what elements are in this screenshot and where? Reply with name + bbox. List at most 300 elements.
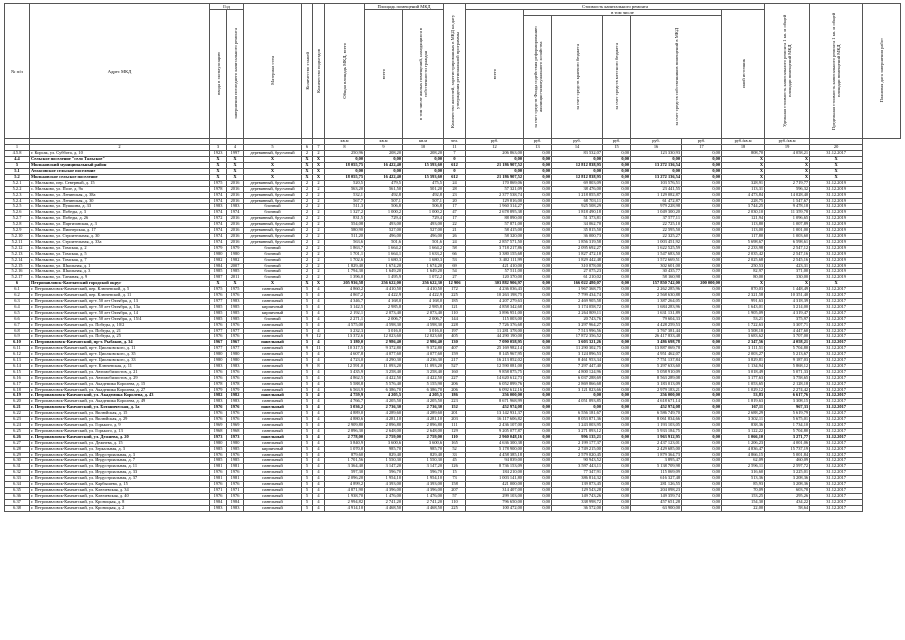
row-cost-total: 299 103,00	[466, 493, 524, 499]
row-entrances: 2	[313, 198, 325, 204]
row-cost-regional: 51 373,81	[552, 216, 603, 222]
row-cost-owners: 26 417 833,48	[631, 334, 682, 340]
row-cost-regional: 2 869 866,68	[552, 381, 603, 387]
row-number: 5.2.4	[5, 198, 30, 204]
row-wall-material: панельный	[244, 340, 302, 346]
row-floors: 2	[302, 210, 313, 216]
row-cost-fund: 0,00	[524, 381, 552, 387]
row-year-built: 1974	[210, 239, 227, 245]
row-year-built: 1978	[210, 186, 227, 192]
row-cost-owners: 2 568 630,88	[631, 293, 682, 299]
row-wall-material: панельный	[244, 346, 302, 352]
row-cost-total: 4 858 342,68	[466, 304, 524, 310]
row-max-cost: 1 448,49	[765, 287, 810, 293]
row-cost-total: 1 960 314,27	[466, 204, 524, 210]
row-year-repair: 2007	[227, 263, 244, 269]
row-cost-regional: 2 749 215,00	[552, 446, 603, 452]
row-area-total: 4 862,5	[325, 375, 365, 381]
row-area-living: 11 093,20	[403, 363, 444, 369]
row-max-cost: 1 734,10	[765, 423, 810, 429]
row-deadline: 31.12.2019	[810, 204, 863, 210]
row-residents: 47	[444, 210, 466, 216]
row-area-total: 511,20	[325, 234, 365, 240]
row-cost-regional: 4 800 124,96	[552, 369, 603, 375]
row-unit-cost: 1 053,65	[722, 381, 765, 387]
header-area-group: Площадь помещений МКД	[365, 4, 444, 10]
row-cost-local: 0,00	[603, 169, 631, 175]
row-number: 6.17	[5, 381, 30, 387]
row-area-living: 4 393,00	[403, 482, 444, 488]
row-cost-total: 14 620 612,73	[466, 375, 524, 381]
row-area-living: 729,4	[403, 216, 444, 222]
row-floors: X	[302, 169, 313, 175]
row-address: г. Петропавловск-Камчатский, ул. Индустриальная, д. 11	[30, 464, 210, 470]
row-cost-other: 0,00	[682, 381, 722, 387]
row-year-repair: 1985	[227, 304, 244, 310]
row-residents: 228	[444, 322, 466, 328]
row-address: с. Мильково, ул. Победы, д. 3	[30, 210, 210, 216]
row-year-repair: 1980	[227, 358, 244, 364]
row-entrances: 2	[313, 239, 325, 245]
row-unit-cost: 4 473,84	[722, 192, 765, 198]
row-max-cost: 2 128,18	[765, 381, 810, 387]
row-cost-fund: 0,00	[524, 399, 552, 405]
row-number: 6.35	[5, 487, 30, 493]
row-cost-owners: 157 850 742,00	[631, 281, 682, 287]
row-cost-fund: 0,00	[524, 464, 552, 470]
row-cost-fund: 0,00	[524, 452, 552, 458]
row-cost-owners: 4 618 671,14	[631, 399, 682, 405]
row-unit-cost: 154,30	[722, 499, 765, 505]
row-year-repair: 1971	[227, 487, 244, 493]
row-area-all: 4 393,00	[365, 482, 403, 488]
row-year-repair: 1985	[227, 458, 244, 464]
row-cost-total: 25 169 982,14	[466, 346, 524, 352]
row-cost-owners: 149 359,74	[631, 493, 682, 499]
row-deadline: X	[810, 169, 863, 175]
row-cost-other: 0,00	[682, 393, 722, 399]
row-max-cost: 3 307,71	[765, 322, 810, 328]
row-cost-other: 0,00	[682, 298, 722, 304]
row-residents: 58	[444, 245, 466, 251]
row-residents: 28	[444, 186, 466, 192]
row-address: г. Петропавловск-Камчатский, ул. Автомобилистов, д. 29	[30, 375, 210, 381]
row-cost-owners: 37 577,11	[631, 216, 682, 222]
row-cost-local: 0,00	[603, 352, 631, 358]
row-residents: 110	[444, 310, 466, 316]
row-address: с. Мильково, ул. Томская, д. 5	[30, 251, 210, 257]
row-area-total: 4 867,2	[325, 293, 365, 299]
row-floors: X	[302, 174, 313, 180]
row-year-built: 1976	[210, 470, 227, 476]
row-deadline: 31.12.2017	[810, 310, 863, 316]
row-number: 6.15	[5, 369, 30, 375]
row-wall-material: панельный	[244, 381, 302, 387]
row-cost-regional: 17 872 356,52	[552, 334, 603, 340]
row-floors: 5	[302, 487, 313, 493]
row-address: г. Петропавловск-Камчатский, пр-т. Ключевская, д. 11	[30, 363, 210, 369]
row-max-cost: 423,31	[765, 263, 810, 269]
row-area-all: 729,4	[365, 216, 403, 222]
row-floors: 2	[302, 263, 313, 269]
row-number: 6	[5, 281, 30, 287]
row-address: г. Петропавловск-Камчатский, пер. Ключевской, д. 11	[30, 293, 210, 299]
row-floors: 9	[302, 363, 313, 369]
row-wall-material: деревянный, брусчатый	[244, 151, 302, 157]
row-cost-regional: 34 062,70	[552, 222, 603, 228]
row-cost-owners: 123 330,93	[631, 151, 682, 157]
row-area-living: 1 954,10	[403, 476, 444, 482]
row-address: с. Мильково, ул. Ленинская, д. 38а	[30, 192, 210, 198]
row-deadline: 31.12.2017	[810, 487, 863, 493]
row-number: 6.27	[5, 440, 30, 446]
row-cost-other: 0,00	[682, 428, 722, 434]
row-deadline: X	[810, 281, 863, 287]
row-max-cost: 5 071,33	[765, 369, 810, 375]
row-cost-total: 4 236 036,43	[466, 287, 524, 293]
row-cost-fund: 0,00	[524, 210, 552, 216]
row-unit-cost: 85,93	[722, 482, 765, 488]
row-cost-regional: 1 818 490,18	[552, 210, 603, 216]
row-area-all: 2 759,00	[365, 434, 403, 440]
row-year-built: 1979	[210, 245, 227, 251]
row-floors: 5	[302, 417, 313, 423]
row-deadline: 31.12.2017	[810, 423, 863, 429]
row-max-cost: 3 758,65	[765, 375, 810, 381]
row-cost-owners: 1 879 364,73	[631, 452, 682, 458]
row-cost-regional: 2 264 809,11	[552, 310, 603, 316]
row-cost-regional: 166 022 480,07	[552, 281, 603, 287]
row-cost-regional: 338 998,72	[552, 499, 603, 505]
row-cost-fund: 0,00	[524, 487, 552, 493]
row-unit-cost: 808,70	[722, 151, 765, 157]
row-cost-local: 0,00	[603, 157, 631, 163]
row-cost-local: 0,00	[603, 310, 631, 316]
row-area-total: 205 936,58	[325, 281, 365, 287]
row-cost-regional: 3 271 893,12	[552, 428, 603, 434]
row-number: 6.3	[5, 298, 30, 304]
row-area-all: 2 985,8	[365, 304, 403, 310]
row-year-repair: 2011	[227, 275, 244, 281]
row-address: г. Петропавловск-Камчатский, пр-т. 50 лет Октября, д. 15/4	[30, 316, 210, 322]
row-cost-regional: 36 572,00	[552, 505, 603, 511]
row-cost-fund: 0,00	[524, 328, 552, 334]
row-deadline: 31.12.2017	[810, 464, 863, 470]
capital-repair-table	[4, 3, 901, 512]
row-year-built: 1976	[210, 411, 227, 417]
row-cost-local: 0,00	[603, 363, 631, 369]
row-cost-other: 0,00	[682, 310, 722, 316]
row-area-total: 2 994,82	[325, 499, 365, 505]
row-cost-total: 452 974,08	[466, 405, 524, 411]
row-deadline: 31.12.2017	[810, 440, 863, 446]
row-residents: 172	[444, 287, 466, 293]
row-cost-other: 0,00	[682, 316, 722, 322]
row-unit-cost: 53,83	[722, 393, 765, 399]
row-entrances: 2	[313, 263, 325, 269]
row-entrances: 4	[313, 505, 325, 511]
row-wall-material: панельный	[244, 476, 302, 482]
row-cost-regional: 0,00	[552, 169, 603, 175]
row-floors: 5	[302, 369, 313, 375]
row-entrances: 4	[313, 470, 325, 476]
row-entrances: 4	[313, 381, 325, 387]
row-cost-fund: 0,00	[524, 174, 552, 180]
row-area-all: 1 954,10	[365, 476, 403, 482]
row-year-repair: 2016	[227, 216, 244, 222]
unit-cell: руб.	[552, 139, 603, 145]
row-area-all: 1 476,00	[365, 493, 403, 499]
row-cost-local: 0,00	[603, 411, 631, 417]
row-cost-fund: 0,00	[524, 198, 552, 204]
row-address: г. Петропавловск-Камчатский, ул. Академика Королева, д. 27	[30, 387, 210, 393]
row-wall-material: X	[244, 157, 302, 163]
header-no: № п/п	[5, 4, 30, 139]
row-cost-owners: 5 138 709,98	[631, 464, 682, 470]
row-year-built: X	[210, 163, 227, 169]
table-body	[5, 151, 901, 511]
row-cost-total: 88 890,00	[466, 216, 524, 222]
row-deadline: 31.12.2017	[810, 476, 863, 482]
row-wall-material: панельный	[244, 434, 302, 440]
row-unit-cost: 3 683,62	[722, 334, 765, 340]
row-entrances: 4	[313, 440, 325, 446]
row-cost-fund: 0,00	[524, 151, 552, 157]
row-max-cost: 4 001,06	[765, 440, 810, 446]
row-area-living: 527,00	[403, 228, 444, 234]
row-deadline: 31.12.2017	[810, 505, 863, 511]
row-cost-local: 0,00	[603, 440, 631, 446]
row-year-repair: 1976	[227, 411, 244, 417]
row-cost-total: 16 213 852,02	[466, 358, 524, 364]
row-area-all: 4 410,50	[365, 287, 403, 293]
row-floors: 5	[302, 328, 313, 334]
row-residents: 158	[444, 482, 466, 488]
row-area-all: 4 598,30	[365, 322, 403, 328]
row-cost-other: 0,00	[682, 417, 722, 423]
row-cost-regional: 27 075,23	[552, 269, 603, 275]
row-cost-total: 58 415,00	[466, 228, 524, 234]
row-wall-material: блочный	[244, 316, 302, 322]
row-wall-material: деревянный, брусчатый	[244, 234, 302, 240]
row-cost-fund: 0,00	[524, 298, 552, 304]
row-area-all: 6 386,70	[365, 387, 403, 393]
row-number: 5.2.1	[5, 180, 30, 186]
row-address: г. Петропавловск-Камчатский, ул. Кроноцкая, д. 8	[30, 499, 210, 505]
row-address: г. Петропавловск-Камчатский, ул. Академика Королева, д. 49	[30, 399, 210, 405]
row-area-all: 1 680,3	[365, 257, 403, 263]
row-cost-other: 0,00	[682, 198, 722, 204]
row-cost-local: 0,00	[603, 423, 631, 429]
row-floors: X	[302, 281, 313, 287]
row-unit-cost: 2 688,29	[722, 411, 765, 417]
row-cost-total: 421 410,00	[466, 263, 524, 269]
row-number: 6.18	[5, 387, 30, 393]
row-floors: 5	[302, 393, 313, 399]
row-entrances: X	[313, 163, 325, 169]
row-number: 5.2	[5, 174, 30, 180]
row-year-repair: 1981	[227, 476, 244, 482]
row-year-repair: 1976	[227, 375, 244, 381]
row-deadline: 31.12.2017	[810, 304, 863, 310]
row-address: Сельское поселение "село Тальское"	[30, 157, 210, 163]
row-max-cost: 330,00	[765, 275, 810, 281]
row-year-repair: 1983	[227, 204, 244, 210]
row-residents: 405	[444, 334, 466, 340]
row-wall-material: блочный	[244, 251, 302, 257]
row-year-repair: X	[227, 169, 244, 175]
row-floors: 5	[302, 440, 313, 446]
row-residents: 15	[444, 470, 466, 476]
row-year-repair: 1985	[227, 316, 244, 322]
row-unit-cost: 5 698,67	[722, 239, 765, 245]
row-floors: 2	[302, 275, 313, 281]
row-area-total: 1 327,2	[325, 210, 365, 216]
row-area-all: 527,00	[365, 228, 403, 234]
row-year-repair: 1977	[227, 328, 244, 334]
row-cost-other: 0,00	[682, 346, 722, 352]
row-year-repair: 1978	[227, 381, 244, 387]
row-year-built: 1975	[210, 287, 227, 293]
row-wall-material: панельный	[244, 298, 302, 304]
row-cost-local: 0,00	[603, 393, 631, 399]
row-cost-total: 8 145 967,95	[466, 352, 524, 358]
row-number: 6.25	[5, 428, 30, 434]
row-cost-other: 0,00	[682, 239, 722, 245]
row-cost-fund: 0,00	[524, 476, 552, 482]
row-cost-owners: 3 767 381,44	[631, 328, 682, 334]
row-area-total: 3 840,9	[325, 440, 365, 446]
row-cost-fund: 0,00	[524, 251, 552, 257]
row-address: г. Петропавловск-Камчатский, ул. Академика Королева, д. 15	[30, 381, 210, 387]
row-area-total: 554,08	[325, 222, 365, 228]
row-cost-total: 303 882 906,97	[466, 281, 524, 287]
row-cost-local: 0,00	[603, 287, 631, 293]
row-unit-cost: 838,36	[722, 423, 765, 429]
row-address: Мильковский муниципальный район	[30, 163, 210, 169]
row-wall-material: панельный	[244, 328, 302, 334]
row-max-cost: 596,32	[765, 186, 810, 192]
row-year-built: 1980	[210, 251, 227, 257]
row-unit-cost: 153,25	[722, 493, 765, 499]
row-cost-fund: 0,00	[524, 393, 552, 399]
row-cost-local: 0,00	[603, 346, 631, 352]
row-year-repair: 1969	[227, 423, 244, 429]
row-cost-total: 4 207 279,63	[466, 298, 524, 304]
row-cost-local: 0,00	[603, 505, 631, 511]
row-cost-other: 0,00	[682, 234, 722, 240]
row-cost-fund: 0,00	[524, 322, 552, 328]
row-cost-local: 0,00	[603, 222, 631, 228]
row-area-living: 3 600,6	[403, 440, 444, 446]
row-floors: 5	[302, 458, 313, 464]
column-index-cell: 20	[810, 145, 863, 151]
row-entrances: 4	[313, 293, 325, 299]
row-area-all: 2 741,20	[365, 499, 403, 505]
row-area-total: 1 701,56	[325, 458, 365, 464]
row-cost-other: 0,00	[682, 423, 722, 429]
row-cost-total: 3 718 217,86	[466, 245, 524, 251]
row-year-repair: 2016	[227, 234, 244, 240]
row-number: 6.34	[5, 482, 30, 488]
row-cost-regional: 83 532,07	[552, 151, 603, 157]
unit-cell: кв.м	[403, 139, 444, 145]
row-area-all: 493,00	[365, 222, 403, 228]
row-floors: 5	[302, 434, 313, 440]
row-cost-owners: 616 327,48	[631, 476, 682, 482]
header-floors: Количество этажей	[302, 4, 313, 139]
row-unit-cost: 1 066,10	[722, 434, 765, 440]
row-address: Атласовское сельское поселение	[30, 169, 210, 175]
row-max-cost: X	[765, 281, 810, 287]
row-entrances: X	[313, 174, 325, 180]
row-floors: 2	[302, 216, 313, 222]
row-area-living: 2 741,20	[403, 499, 444, 505]
row-area-living: 6 386,70	[403, 387, 444, 393]
row-cost-local: 0,00	[603, 174, 631, 180]
row-area-total: 4 759,9	[325, 393, 365, 399]
row-residents: 45	[444, 458, 466, 464]
row-cost-local: 0,00	[603, 417, 631, 423]
row-cost-total: 58 320,00	[466, 234, 524, 240]
row-area-all: 9 372,80	[365, 346, 403, 352]
unit-cell: чел.	[444, 139, 466, 145]
row-wall-material: панельный	[244, 505, 302, 511]
row-year-built: 1984	[210, 263, 227, 269]
row-address: с. Мильково, ул. Победы, д. 26	[30, 216, 210, 222]
row-area-all: 2 896,80	[365, 423, 403, 429]
row-year-repair: 1980	[227, 251, 244, 257]
row-deadline: 31.12.2017	[810, 405, 863, 411]
row-cost-local: 0,00	[603, 470, 631, 476]
row-area-living: 1 633,2	[403, 251, 444, 257]
header-year-group: Год	[210, 4, 244, 10]
row-deadline: X	[810, 174, 863, 180]
row-area-living: 501,20	[403, 186, 444, 192]
row-deadline: 31.12.2017	[810, 298, 863, 304]
column-index-cell: 16	[631, 145, 682, 151]
row-number: 6.5	[5, 310, 30, 316]
row-address: г. Петропавловск-Камчатский, пр-т. 50 лет Октября, д. 13	[30, 298, 210, 304]
row-area-living: 12 023,60	[403, 334, 444, 340]
row-cost-owners: 0,00	[631, 169, 682, 175]
row-area-all: 4 290,30	[365, 358, 403, 364]
row-cost-local: 0,00	[603, 298, 631, 304]
row-area-living: 4 168,0	[403, 298, 444, 304]
row-cost-other: 0,00	[682, 293, 722, 299]
row-number: 6.37	[5, 499, 30, 505]
row-cost-local: 0,00	[603, 245, 631, 251]
row-max-cost: 5 675,01	[765, 417, 810, 423]
row-entrances: X	[313, 281, 325, 287]
row-area-all: 16 422,40	[365, 163, 403, 169]
row-max-cost: 295,26	[765, 493, 810, 499]
row-area-all: 1 550,30	[365, 458, 403, 464]
row-year-repair: 1976	[227, 417, 244, 423]
row-area-living: 3 258,40	[403, 369, 444, 375]
row-max-cost: 3 214,00	[765, 304, 810, 310]
row-cost-local: 0,00	[603, 428, 631, 434]
row-year-repair: 1976	[227, 470, 244, 476]
row-area-living: 829,40	[403, 452, 444, 458]
row-entrances: 4	[313, 328, 325, 334]
row-cost-other: 0,00	[682, 487, 722, 493]
row-unit-cost: 3 111,51	[722, 346, 765, 352]
row-cost-regional: 0,00	[552, 405, 603, 411]
row-unit-cost: X	[722, 163, 765, 169]
row-entrances: 2	[313, 269, 325, 275]
row-area-total: 2 271,1	[325, 316, 365, 322]
